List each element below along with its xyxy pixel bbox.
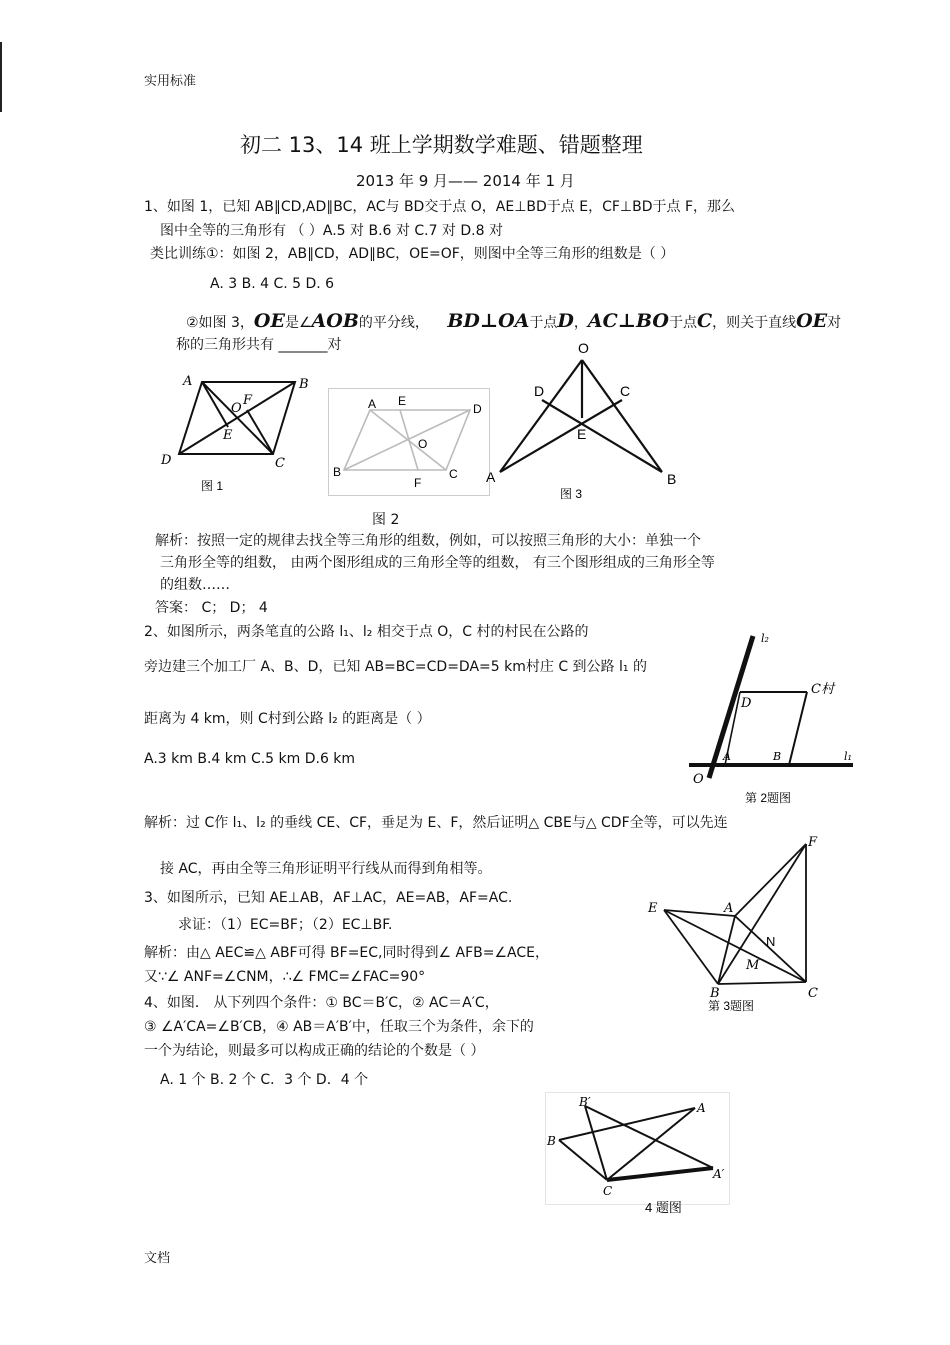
q2-label-o: O — [693, 772, 704, 787]
q3-label-c: C — [808, 986, 818, 1001]
q3-segment-af — [735, 844, 806, 916]
q4-segment-bpap — [585, 1106, 713, 1168]
q1-analysis-line2: 三角形全等的组数， 由两个图形组成的三角形全等的组数， 有三个图形组成的三角形全等 — [160, 555, 715, 571]
q2-analysis-line2: 接 AC，再由全等三角形证明平行线从而得到角相等。 — [160, 861, 492, 877]
q2-line1 — [144, 621, 589, 641]
q3-label-f: F — [808, 835, 818, 850]
q3-analysis-line1: 解析：由△ AEC≌△ ABF可得 BF=EC,同时得到∠ AFB=∠ACE， — [144, 945, 549, 961]
q2-line3: 距离为 4 km，则 C村到公路 l₂ 的距离是（ ） — [144, 711, 431, 727]
q2-label-l1: l₁ — [844, 750, 852, 763]
q2-label-a: A — [723, 750, 731, 763]
q4-segment-cap — [607, 1168, 713, 1180]
fig1-caption: 图 1 — [201, 479, 224, 493]
fig1-diagonal-bd — [179, 382, 295, 454]
q3-segment-bc — [718, 982, 806, 984]
q1-exercise2-line2: 称的三角形共有 _______对 — [176, 337, 342, 353]
q2-label-b: B — [773, 750, 782, 763]
q1-answer: 答案： C； D； 4 — [155, 600, 268, 616]
q1-analysis-line1: 解析：按照一定的规律去找全等三角形的组数，例如，可以按照三角形的大小：单独一个 — [155, 533, 701, 549]
fig2-caption: 图 2 — [372, 512, 400, 528]
q1-analysis-line3: 的组数…… — [160, 577, 230, 593]
q1-line2: 图中全等的三角形有 （ ）A.5 对 B.6 对 C.7 对 D.8 对 — [160, 223, 503, 239]
q4-label-bprime: B′ — [579, 1095, 591, 1109]
ex2-text-g: ，则关于直线 — [712, 315, 797, 331]
q4-options: A. 1 个 B. 2 个 C．3 个 D．4 个 — [160, 1072, 369, 1088]
q2-label-l2: l₂ — [761, 632, 769, 645]
q3-fig-caption: 第 3题图 — [708, 999, 755, 1013]
fig1-label-c: C — [275, 456, 285, 471]
ex2-text-f: 于点 — [668, 315, 697, 331]
q3-figure — [640, 832, 830, 1014]
fig1-label-o: O — [231, 401, 242, 416]
q2-line2: 旁边建三个加工厂 A、B、D，已知 AB=BC=CD=DA=5 km村庄 C 到公路 l₁ 的 — [144, 659, 647, 675]
fig1-label-e: E — [223, 428, 233, 443]
fig3-caption: 图 3 — [560, 487, 583, 501]
page-header: 实用标准 — [144, 74, 197, 89]
fig1-label-a: A — [183, 374, 193, 389]
q2-line1-b: l₁、l₂ 相交于点 O，C 村的村民在公路的 — [339, 624, 589, 640]
page-title: 初二 13、14 班上学期数学难题、错题整理 — [240, 133, 643, 157]
ex2-text-c: 的平分线， — [358, 315, 429, 331]
q4-segment-bc — [559, 1140, 607, 1180]
q4-label-aprime: A′ — [713, 1167, 725, 1181]
q1-exercise1-options: A. 3 B. 4 C. 5 D. 6 — [210, 276, 335, 292]
ex2-text-a: ②如图 3， — [186, 315, 254, 331]
fig3-label-a: A — [486, 469, 496, 485]
fig3-label-c: C — [620, 383, 631, 399]
q3-label-e: E — [648, 901, 658, 916]
q1-exercise2-line1 — [186, 310, 841, 332]
q3-label-m: M — [746, 958, 760, 973]
fig2-label-e: E — [398, 394, 407, 408]
q4-label-a: A — [697, 1101, 706, 1115]
q2-label-d: D — [741, 696, 752, 711]
fig2-label-f: F — [414, 476, 422, 490]
q1-line1: 1、如图 1，已知 AB∥CD,AD∥BC，AC与 BD交于点 O，AE⊥BD于点 E，CF⊥BD于点 F，那么 — [144, 199, 736, 215]
fig2-label-d: D — [473, 402, 482, 416]
q4-label-c: C — [603, 1184, 613, 1198]
page-edge-mark — [0, 42, 2, 112]
q4-line3: 一个为结论，则最多可以构成正确的结论的个数是（ ） — [144, 1043, 485, 1059]
q2-label-c: C村 — [811, 682, 834, 697]
fig2-diagonal-bd — [344, 410, 470, 470]
fig1-label-d: D — [161, 453, 172, 468]
q2-figure — [685, 628, 860, 808]
fig2-label-o: O — [418, 437, 428, 451]
fig3-label-d: D — [534, 383, 545, 399]
fig2-segment-ef — [400, 410, 418, 470]
ex2-math-oe2: OE — [796, 310, 828, 332]
fig2-label-c: C — [449, 467, 458, 481]
figure-1 — [155, 372, 325, 497]
q3-segment-eb — [664, 910, 718, 984]
q1-exercise1: 类比训练①：如图 2，AB∥CD，AD∥BC，OE=OF，则图中全等三角形的组数是（ ） — [150, 246, 675, 262]
ex2-math-c: C — [696, 310, 713, 332]
date-range: 2013 年 9 月—— 2014 年 1 月 — [356, 172, 575, 190]
figure-2 — [328, 388, 490, 496]
q3-line2: 求证：（1）EC=BF；（2）EC⊥BF. — [178, 917, 393, 933]
q4-label-b: B — [547, 1134, 556, 1148]
q2-line1-a: 2、如图所示，两条笔直的公路 — [144, 624, 340, 640]
figure-3 — [480, 338, 690, 503]
q4-segment-bpc — [585, 1106, 607, 1180]
q2-analysis-line1: 解析：过 C作 l₁、l₂ 的垂线 CE、CF，垂足为 E、F，然后证明△ CBE与△ CDF全等，可以先连 — [144, 815, 728, 831]
q3-label-a: A — [724, 901, 734, 916]
q4-line2: ③ ∠A′CA=∠B′CB，④ AB＝A′B′中，任取三个为条件，余下的 — [144, 1019, 534, 1035]
fig3-label-b: B — [667, 471, 677, 487]
fig1-label-f: F — [243, 393, 253, 408]
q3-line1: 3、如图所示，已知 AE⊥AB，AF⊥AC，AE=AB，AF=AC. — [144, 890, 513, 906]
q3-segment-ab — [718, 916, 735, 984]
q3-label-b: B — [710, 986, 720, 1001]
ex2-text-e: ， — [573, 315, 588, 331]
fig3-label-e: E — [577, 426, 587, 442]
q4-figure — [545, 1092, 730, 1222]
ex2-math-bd-oa: BD⊥OA — [447, 310, 530, 332]
q2-segment-cb — [789, 692, 807, 765]
page-footer: 文档 — [144, 1251, 171, 1266]
ex2-text-h: 对 — [827, 315, 842, 331]
q3-segment-ec — [664, 910, 806, 982]
ex2-text-d: 于点 — [529, 315, 558, 331]
q2-fig-caption: 第 2题图 — [745, 791, 792, 805]
fig3-label-o: O — [578, 340, 589, 356]
fig1-label-b: B — [299, 377, 309, 392]
fig2-label-a: A — [368, 397, 377, 411]
ex2-math-d: D — [557, 310, 574, 332]
q4-fig-caption: 4 题图 — [645, 1200, 682, 1215]
fig2-label-b: B — [333, 465, 342, 479]
ex2-text-b: 是∠ — [284, 315, 312, 331]
q4-line1: 4、如图． 从下列四个条件：① BC＝B′C，② AC＝A′C， — [144, 995, 499, 1011]
ex2-math-oe: OE — [253, 310, 285, 332]
q2-options: A.3 km B.4 km C.5 km D.6 km — [144, 751, 356, 767]
ex2-math-aob: AOB — [311, 310, 359, 332]
ex2-math-ac-bo: AC⊥BO — [587, 310, 669, 332]
q3-analysis-line2: 又∵∠ ANF=∠CNM，∴∠ FMC=∠FAC=90° — [144, 969, 426, 985]
q3-label-n: N — [766, 934, 776, 949]
